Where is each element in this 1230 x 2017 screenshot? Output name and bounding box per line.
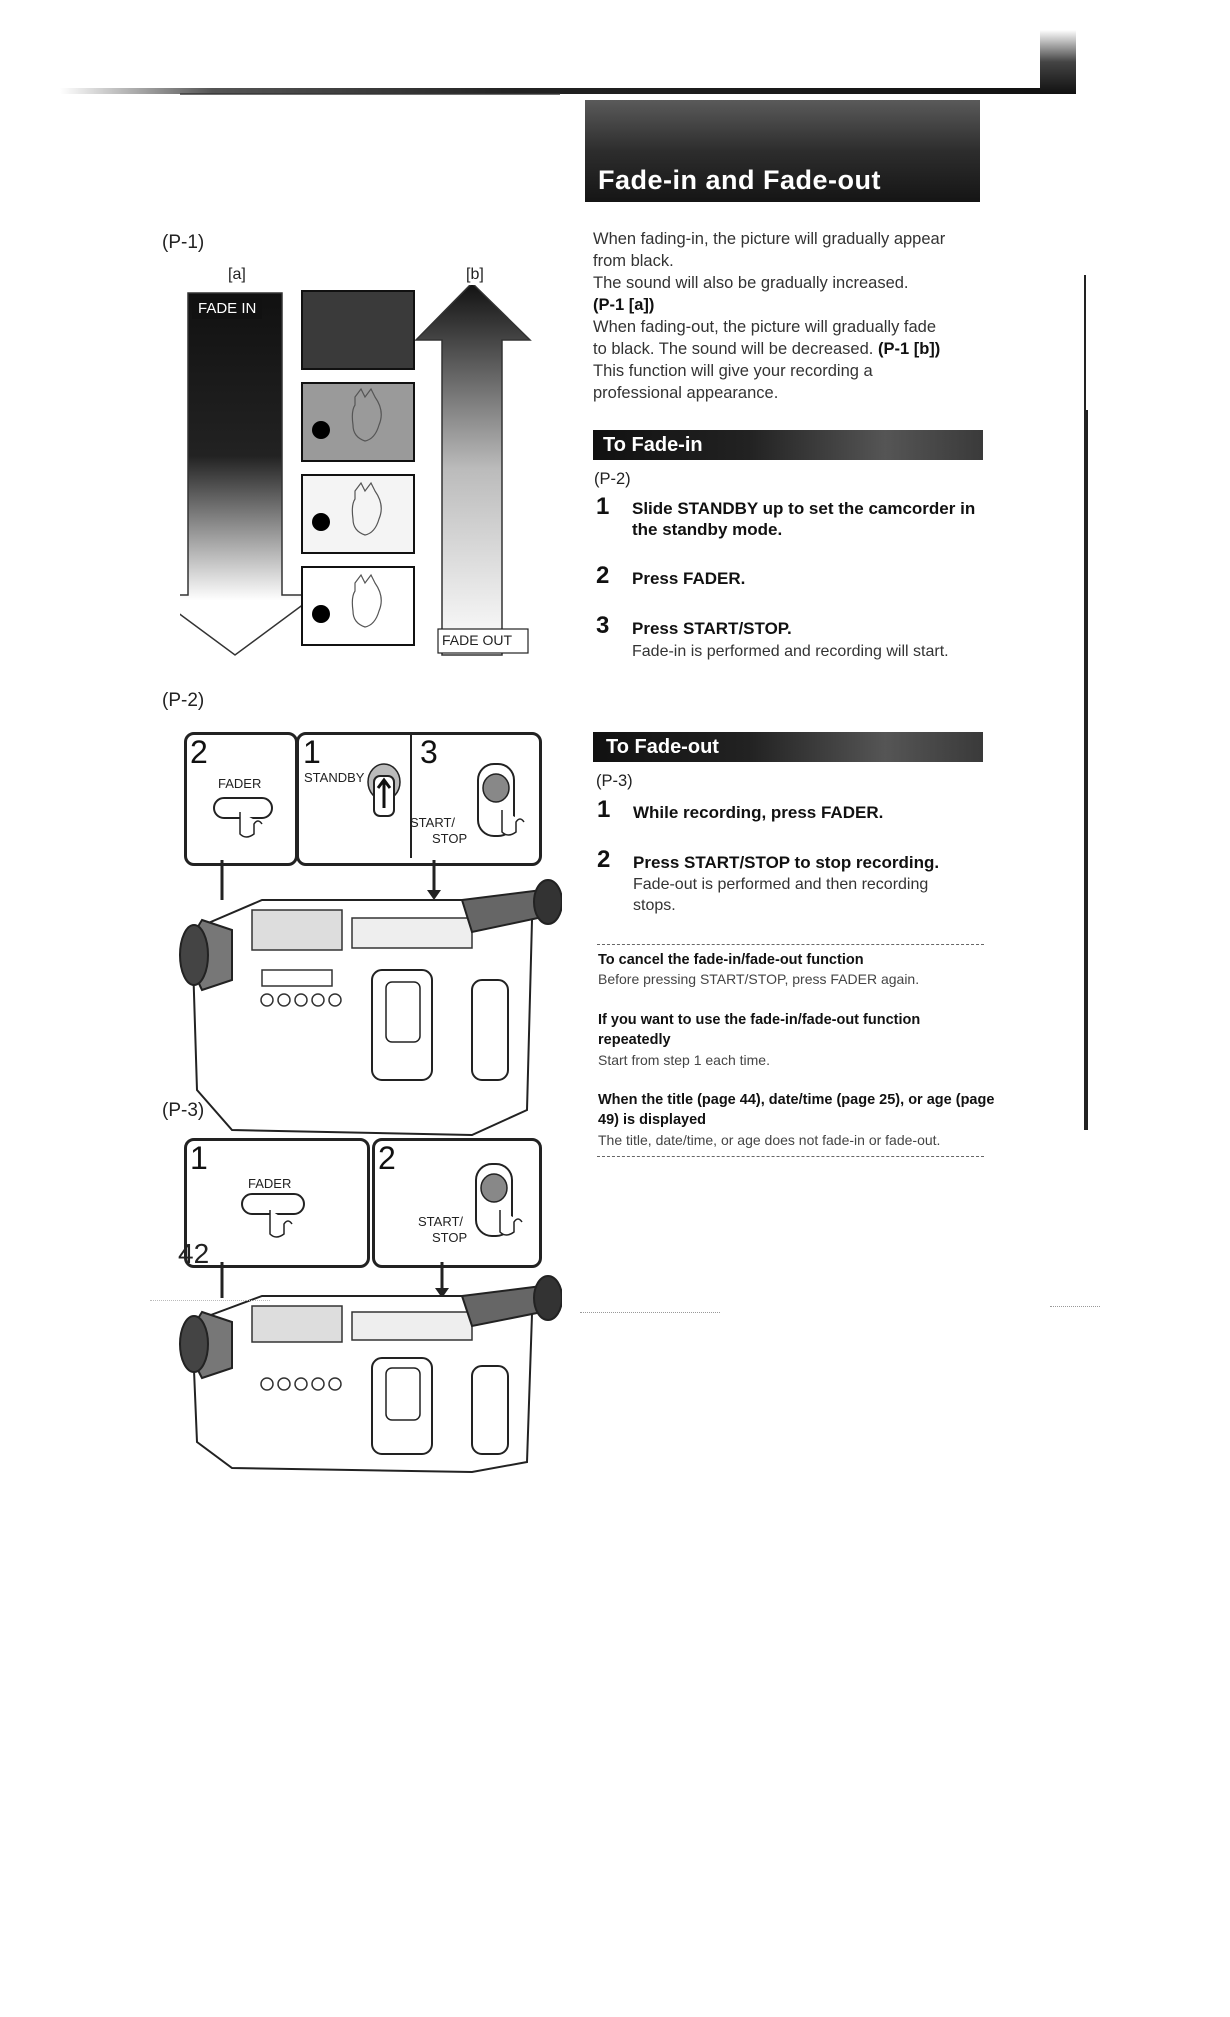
fade-in-label: FADE IN (192, 298, 262, 319)
intro-line: When fading-out, the picture will gradually fade (593, 318, 937, 336)
fade-out-step-number: 2 (597, 846, 611, 873)
scan-edge (1084, 275, 1086, 415)
fade-in-step-text: Press FADER. (632, 569, 746, 588)
figure-p1-label: (P-1) (162, 232, 205, 253)
fade-out-label: FADE OUT (442, 632, 513, 648)
scan-mark (1050, 1306, 1100, 1309)
fade-out-ref: (P-3) (596, 772, 633, 790)
intro-ref: (P-1 [b]) (877, 340, 941, 358)
fade-in-step-detail: Fade-in is performed and recording will start. (632, 643, 949, 660)
fade-in-step-number: 3 (596, 612, 610, 639)
figure-p3-label: (P-3) (162, 1100, 205, 1121)
header-rule-accent (180, 93, 560, 95)
p3-start-label-b: STOP (432, 1230, 468, 1245)
fader-button-icon (236, 1190, 316, 1250)
p3-start-label-a: START/ (418, 1214, 464, 1229)
intro-line (593, 338, 993, 360)
figure-p2-label: (P-2) (162, 690, 205, 711)
fade-out-arrow (416, 285, 530, 655)
p2-panel3-num: 3 (420, 734, 438, 770)
note-heading: To cancel the fade-in/fade-out function (598, 952, 864, 968)
notes-top-rule (597, 944, 984, 946)
p2-panel1-num: 2 (190, 734, 208, 770)
p2-panel-divider (410, 734, 412, 858)
fade-in-arrow (180, 293, 316, 655)
page-title: Fade-in and Fade-out (598, 165, 881, 195)
scan-corner-mark (1040, 30, 1076, 94)
intro-line: from black. (593, 252, 674, 270)
fade-out-step-detail: Fade-out is performed and then recording stops. (633, 876, 929, 914)
note-body: Start from step 1 each time. (598, 1052, 770, 1068)
start-stop-button-icon (472, 760, 532, 850)
p2-standby-label: STANDBY (304, 770, 365, 785)
intro-line: professional appearance. (593, 384, 779, 402)
fade-out-step-text: Press START/STOP to stop recording. (633, 853, 940, 872)
fade-in-step-text: Press START/STOP. (632, 619, 792, 638)
note-body: Before pressing START/STOP, press FADER again. (598, 971, 920, 987)
intro-line: The sound will also be gradually increased. (593, 274, 909, 292)
fade-in-title: To Fade-in (603, 434, 703, 456)
intro-line-part: to black. The sound will be decreased. (593, 340, 874, 358)
note-heading: If you want to use the fade-in/fade-out function repeatedly (598, 1012, 921, 1048)
start-stop-button-icon (470, 1160, 532, 1256)
fade-in-step-number: 2 (596, 562, 610, 589)
scan-mark (580, 1312, 720, 1315)
figure-p1-label-b: [b] (466, 266, 484, 283)
camcorder-illustration-p3 (172, 1262, 562, 1474)
note-heading: When the title (page 44), date/time (page 25), or age (page 49) is displayed (598, 1092, 995, 1128)
fade-diagram (180, 285, 540, 665)
scan-mark (150, 1300, 270, 1302)
intro-ref: (P-1 [a]) (593, 296, 655, 314)
notes-bottom-rule (597, 1156, 984, 1158)
scan-edge (1084, 410, 1088, 1130)
fade-out-title: To Fade-out (606, 736, 719, 758)
camcorder-illustration-p2 (172, 860, 562, 1140)
fader-button-icon (210, 792, 280, 842)
fade-in-step-text: Slide STANDBY up to set the camcorder in the standby mode. (632, 499, 976, 539)
intro-text (593, 228, 993, 404)
page-number: 42 (178, 1238, 210, 1269)
p3-panel2-num: 2 (378, 1140, 396, 1176)
note-body: The title, date/time, or age does not fade-in or fade-out. (598, 1132, 941, 1148)
p2-panel2-num: 1 (303, 734, 321, 770)
p3-fader-label: FADER (248, 1176, 292, 1191)
fade-out-step-number: 1 (597, 796, 611, 823)
standby-switch-icon (364, 760, 404, 840)
p2-start-label-a: START/ (410, 815, 456, 830)
p2-start-label-b: STOP (432, 831, 468, 846)
p3-panel1-num: 1 (190, 1140, 208, 1176)
fade-in-ref: (P-2) (594, 470, 631, 488)
figure-p1-label-a: [a] (228, 266, 246, 283)
fade-out-step-text: While recording, press FADER. (633, 803, 884, 822)
fade-in-step-number: 1 (596, 493, 610, 520)
intro-line: When fading-in, the picture will gradually appear (593, 230, 946, 248)
intro-line: This function will give your recording a (593, 362, 873, 380)
p2-fader-label: FADER (218, 776, 262, 791)
